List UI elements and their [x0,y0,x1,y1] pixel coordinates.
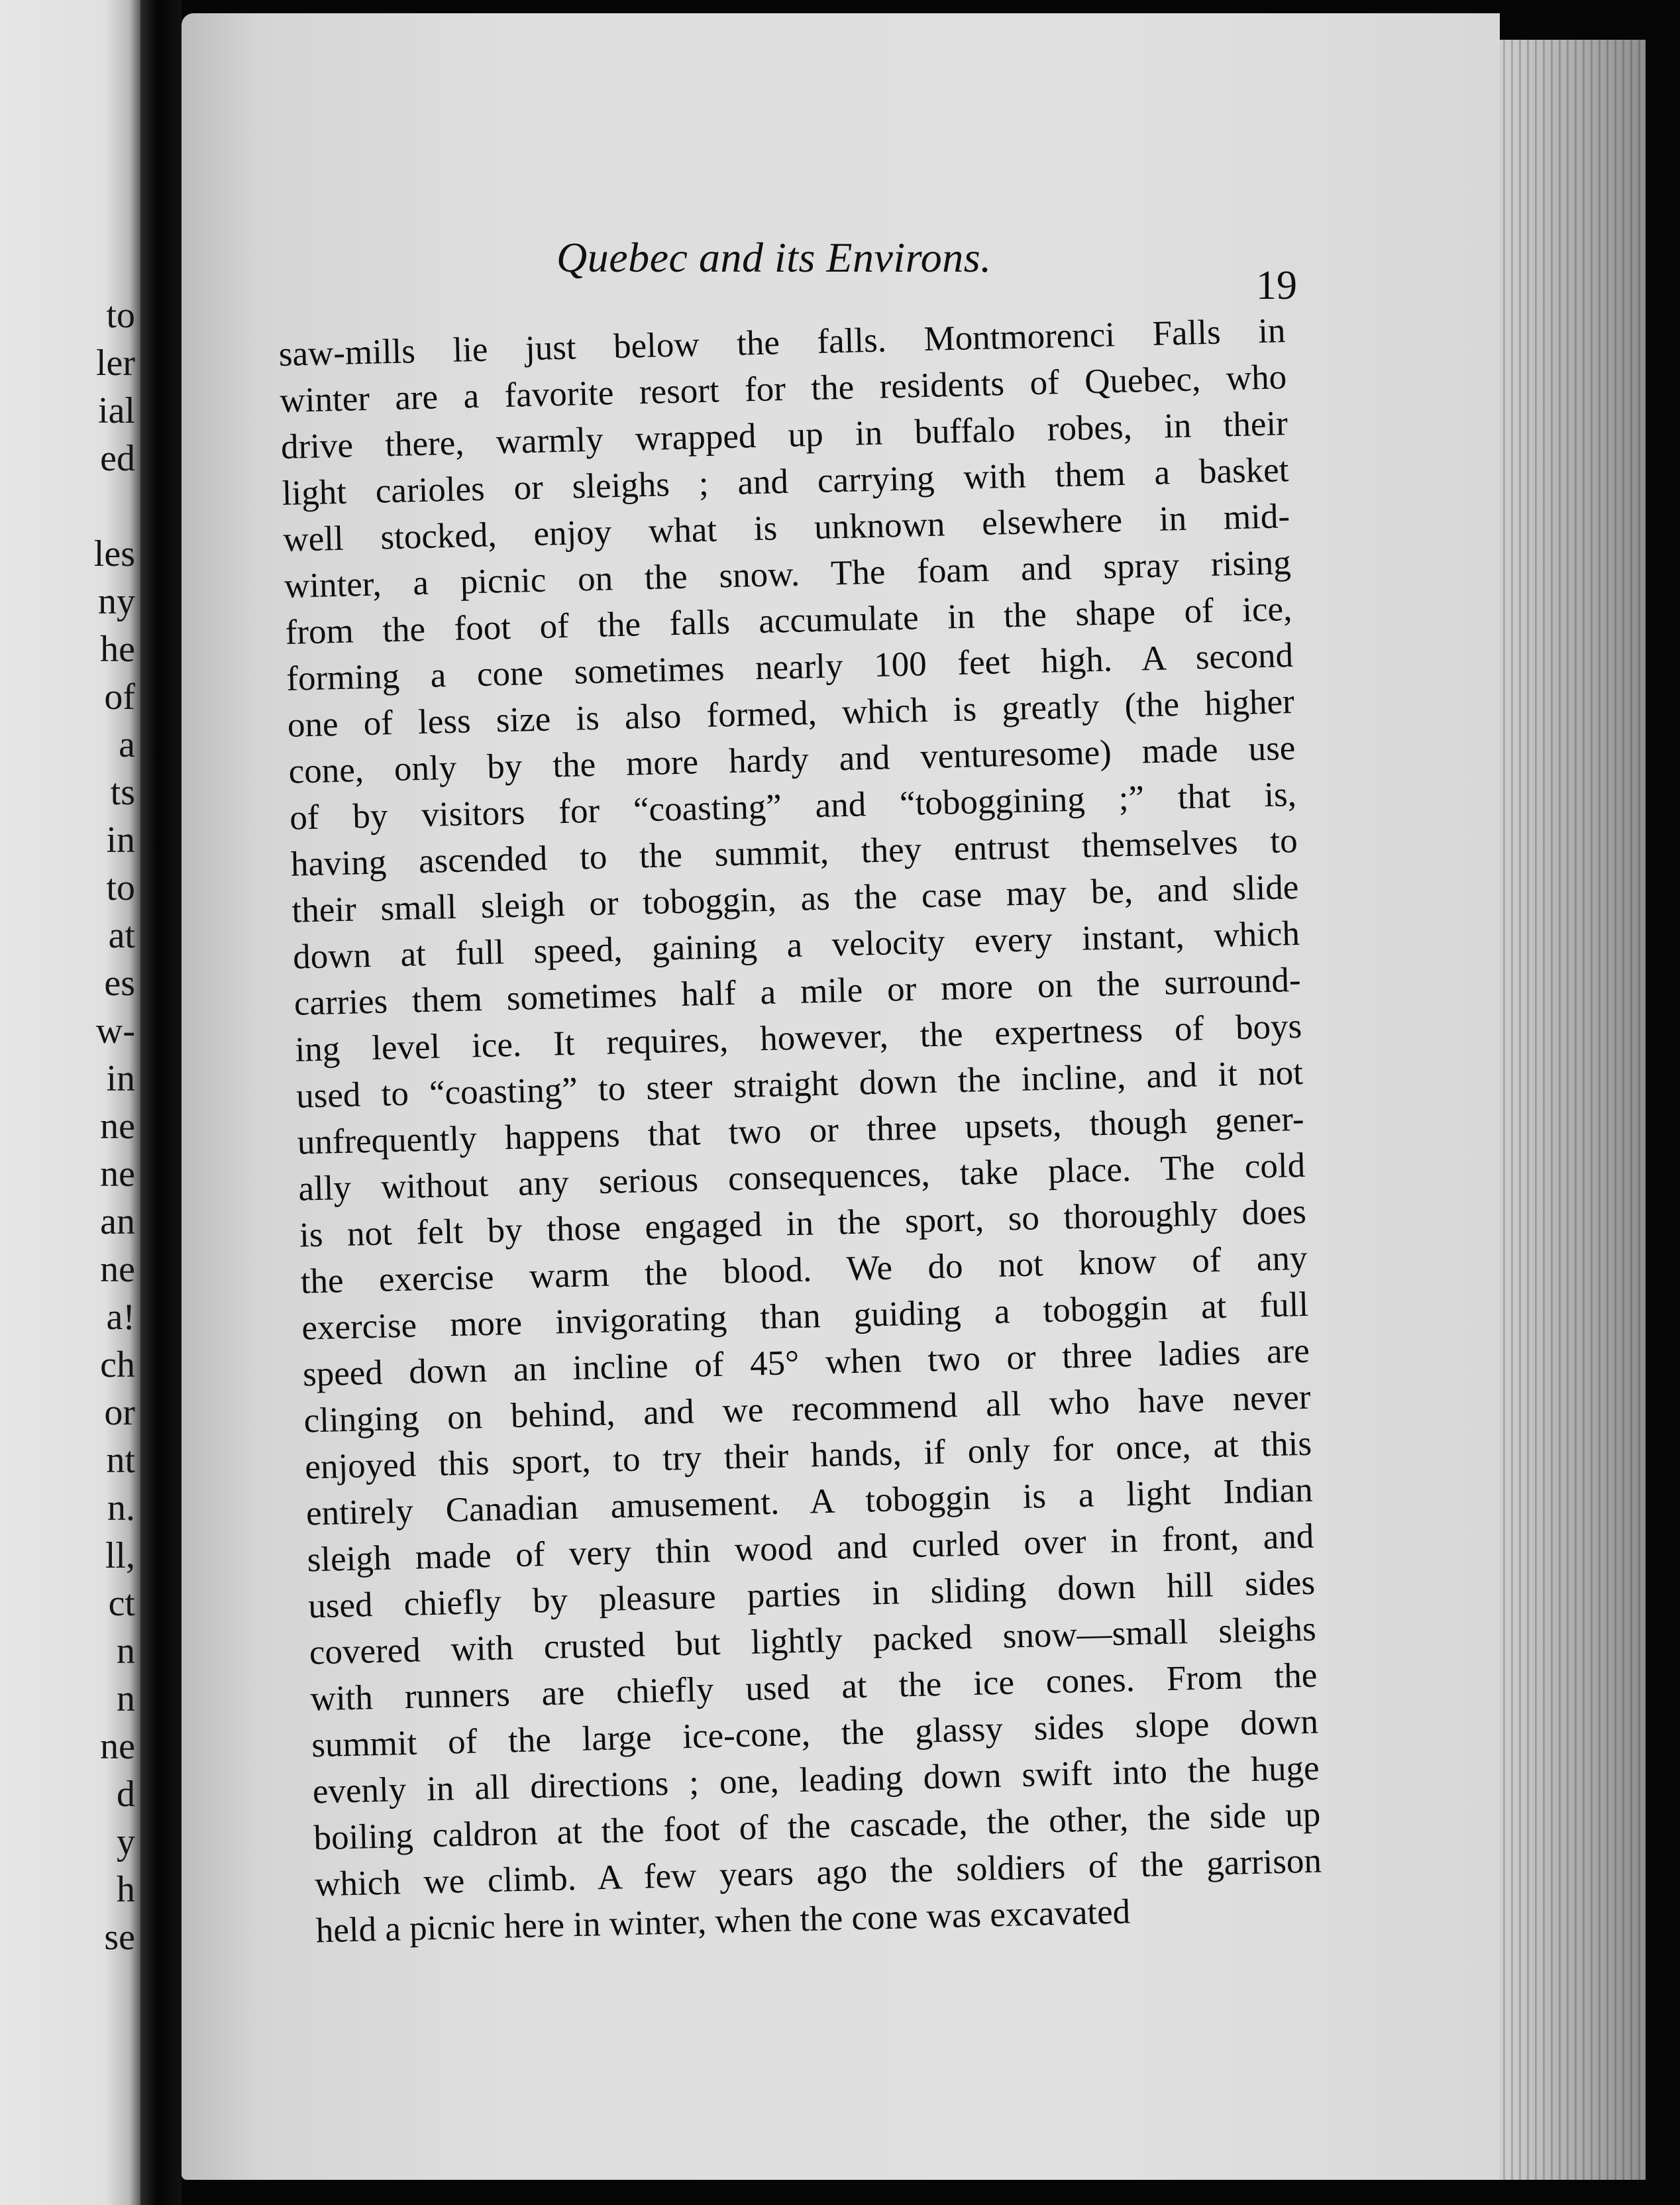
left-line-fragment: in [106,820,135,861]
left-line-fragment: ial [98,390,135,431]
text-line: winter, a picnic on the snow. The foam and spray rising [284,543,1292,606]
book-gutter [140,0,182,2205]
body-text [278,307,1323,1954]
left-line-fragment: ed [100,438,135,479]
left-line-fragment: ll, [105,1535,135,1576]
left-line-fragment: ne [100,1249,135,1290]
left-line-fragment: he [100,629,135,670]
left-line-fragment: ne [100,1154,135,1195]
text-line: of by visitors for “coasting” and “toboggining ;” that is, [289,775,1297,837]
text-line: exercise more invigorating than guiding a toboggin at full [301,1285,1309,1348]
left-line-fragment: a! [106,1297,135,1338]
left-line-fragment: ts [110,772,135,813]
left-line-fragment: es [104,963,135,1004]
left-line-fragment: ler [95,343,135,384]
text-line: ally without any serious consequences, take place. The cold [297,1146,1306,1209]
text-line: saw-mills lie just below the falls. Montmorenci Falls in [278,311,1286,374]
text-line: used chiefly by pleasure parties in sliding down hill sides [307,1563,1316,1626]
left-line-fragment: ny [98,581,135,622]
text-line: is not felt by those engaged in the sport, so thoroughly does [299,1192,1307,1255]
text-line: clinging on behind, and we recommend all who have never [303,1377,1312,1440]
text-line: down at full speed, gaining a velocity every instant, which [292,914,1300,977]
text-line: sleigh made of very thin wood and curled over in front, and [307,1517,1314,1580]
left-line-fragment: ne [100,1106,135,1147]
text-line: entirely Canadian amusement. A toboggin is a light Indian [305,1470,1314,1533]
left-line-fragment: nt [106,1440,135,1481]
left-line-fragment: or [104,1392,135,1433]
left-line-fragment [0,482,140,530]
left-line-fragment: ct [108,1583,135,1624]
text-line: enjoyed this sport, to try their hands, if only for once, at this [304,1424,1312,1487]
left-line-fragment: ch [100,1344,135,1385]
left-line-fragment: y [117,1821,135,1862]
text-line: carries them sometimes half a mile or more on the surround- [293,960,1302,1023]
left-line-fragment: w- [95,1010,135,1051]
text-line: evenly in all directions ; one, leading down swift into the huge [312,1748,1320,1811]
text-line: which we climb. A few years ago the soldiers of the garrison [314,1841,1322,1904]
text-line: covered with crusted but lightly packed snow—small sleighs [309,1609,1317,1672]
left-line-fragment: ne [100,1726,135,1767]
left-line-fragment: se [104,1917,135,1958]
text-line: summit of the large ice-cone, the glassy sides slope down [311,1702,1319,1765]
left-line-fragment: in [106,1058,135,1099]
text-line: from the foot of the falls accumulate in the shape of ice, [285,590,1292,652]
left-line-fragment: n. [107,1487,135,1529]
left-line-fragment: d [117,1774,135,1815]
text-line: held a picnic here in winter, when the cone was excavated [315,1892,1131,1951]
left-line-fragment: a [119,724,135,765]
text-line: drive there, warmly wrapped up in buffalo robes, in their [280,404,1288,466]
text-line: ing level ice. It requires, however, the expertness of boys [294,1006,1302,1069]
text-line: with runners are chiefly used at the ice cones. From the [309,1656,1318,1719]
left-line-fragment: h [117,1869,135,1910]
text-line: forming a cone sometimes nearly 100 feet high. A second [286,636,1294,698]
left-line-fragment: les [93,533,135,574]
text-line: light carioles or sleighs ; and carrying with them a basket [282,451,1290,513]
text-line: speed down an incline of 45° when two or three ladies are [302,1331,1310,1394]
text-line: winter are a favorite resort for the residents of Quebec, who [279,358,1287,420]
left-line-fragment: to [106,295,135,336]
text-line: the exercise warm the blood. We do not know of any [300,1238,1308,1301]
text-line: boiling caldron at the foot of the cascade, the other, the side up [313,1795,1321,1858]
left-line-fragment: at [108,915,135,956]
left-line-fragment: of [104,676,135,718]
text-line: one of less size is also formed, which is greatly (the higher [287,682,1295,745]
text-line: cone, only by the more hardy and venturesome) made use [288,729,1296,791]
page-edges-shadow [1500,40,1646,2180]
text-line: their small sleigh or toboggin, as the case may be, and slide [291,867,1299,930]
left-facing-page [0,0,140,2205]
text-line: used to “coasting” to steer straight down the incline, and it not [295,1053,1304,1116]
left-page-text-fragments [0,292,140,1961]
left-line-fragment: to [106,867,135,908]
text-line: well stocked, enjoy what is unknown elsewhere in mid- [282,497,1290,559]
left-line-fragment: an [100,1201,135,1242]
running-head: Quebec and its Environs. [556,234,992,281]
left-line-fragment: n [117,1631,135,1672]
page-number: 19 [1256,263,1297,308]
text-line: having ascended to the summit, they entrust themselves to [290,821,1298,884]
text-line: unfrequently happens that two or three upsets, though gener- [297,1099,1305,1162]
left-line-fragment: n [117,1678,135,1719]
